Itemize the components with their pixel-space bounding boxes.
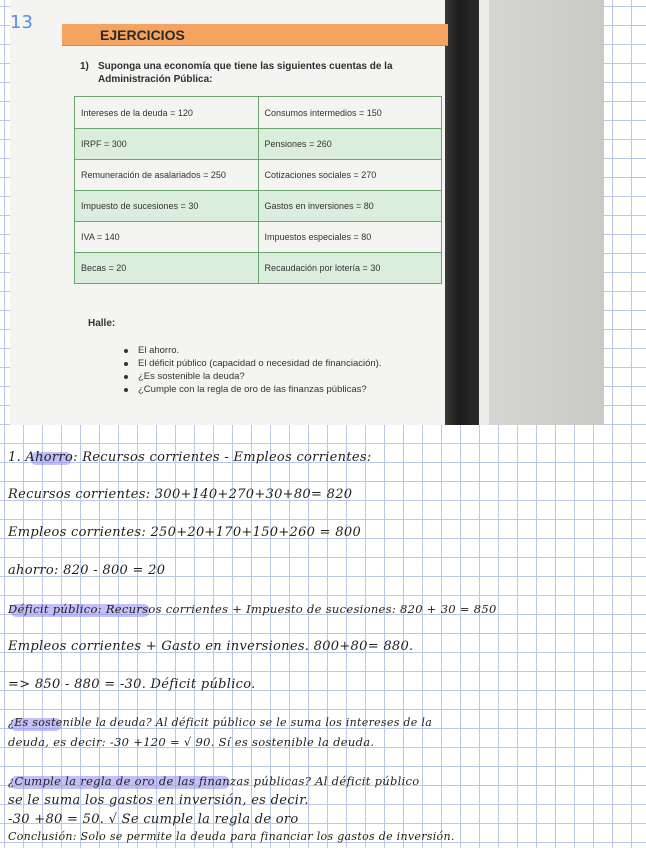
exercise-photo (10, 0, 604, 425)
table-cell: Intereses de la deuda = 120 (81, 107, 193, 118)
table-cell: Becas = 20 (81, 263, 127, 273)
table-cell: Pensiones = 260 (258, 129, 442, 159)
table-cell: IVA = 140 (81, 232, 120, 242)
handwritten-note: ahorro: 820 - 800 = 20 (8, 563, 166, 578)
list-item: El ahorro. (120, 344, 450, 357)
handwritten-note: 1. Ahorro: Recursos corrientes - Empleos corrientes: (8, 450, 372, 465)
handwritten-note: => 850 - 880 = -30. Déficit público. (8, 677, 256, 692)
table-cell: IRPF = 300 (81, 139, 127, 149)
table-row (75, 252, 441, 283)
list-item: El déficit público (capacidad o necesidad de financiación). (120, 357, 450, 370)
banner-title: EJERCICIOS (100, 27, 185, 43)
accounts-table (74, 96, 442, 284)
halle-label: Halle: (88, 318, 116, 329)
task-list (120, 344, 450, 396)
handwritten-note: se le suma los gastos en inversión, es decir. (8, 793, 309, 808)
handwritten-note: ¿Cumple la regla de oro de las finanzas públicas? Al déficit público (8, 774, 420, 788)
table-cell: Gastos en inversiones = 80 (258, 191, 442, 221)
table-row (75, 190, 441, 221)
handwritten-note: Empleos corrientes + Gasto en inversiones. 800+80= 880. (8, 639, 414, 654)
paper-edge (479, 0, 489, 425)
handwritten-note: Recursos corrientes: 300+140+270+30+80= 820 (8, 487, 353, 502)
handwritten-note: Conclusión: Solo se permite la deuda para financiar los gastos de inversión. (8, 830, 455, 843)
question-number: 1) (80, 61, 89, 72)
handwritten-note: Empleos corrientes: 250+20+170+150+260 = 800 (8, 525, 362, 540)
handwritten-note: deuda, es decir: -30 +120 = √ 90. Sí es sostenible la deuda. (8, 735, 375, 749)
question-text: Suponga una economía que tiene las siguientes cuentas de la Administración Pública: (98, 61, 393, 85)
table-row (75, 97, 441, 128)
exercise-banner (62, 24, 448, 46)
table-row (75, 128, 441, 159)
table-cell: Recaudación por lotería = 30 (258, 253, 442, 283)
handwritten-note: ¿Es sostenible la deuda? Al déficit público se le suma los intereses de la (8, 716, 433, 729)
handwritten-note: -30 +80 = 50. √ Se cumple la regla de oro (8, 812, 299, 827)
table-cell: Impuesto de sucesiones = 30 (81, 201, 199, 211)
table-cell: Impuestos especiales = 80 (258, 222, 442, 252)
table-row (75, 221, 441, 252)
table-row (75, 159, 441, 190)
list-item: ¿Cumple con la regla de oro de las finanzas públicas? (120, 383, 450, 396)
binder-strip (445, 0, 479, 425)
table-cell: Consumos intermedios = 150 (258, 97, 442, 128)
table-cell: Cotizaciones sociales = 270 (258, 160, 442, 190)
table-cell: Remuneración de asalariados = 250 (81, 170, 226, 180)
list-item: ¿Es sostenible la deuda? (120, 370, 450, 383)
page-number-mark: 13 (10, 12, 33, 33)
handwritten-note: Déficit público: Recursos corrientes + Impuesto de sucesiones: 820 + 30 = 850 (8, 602, 497, 616)
